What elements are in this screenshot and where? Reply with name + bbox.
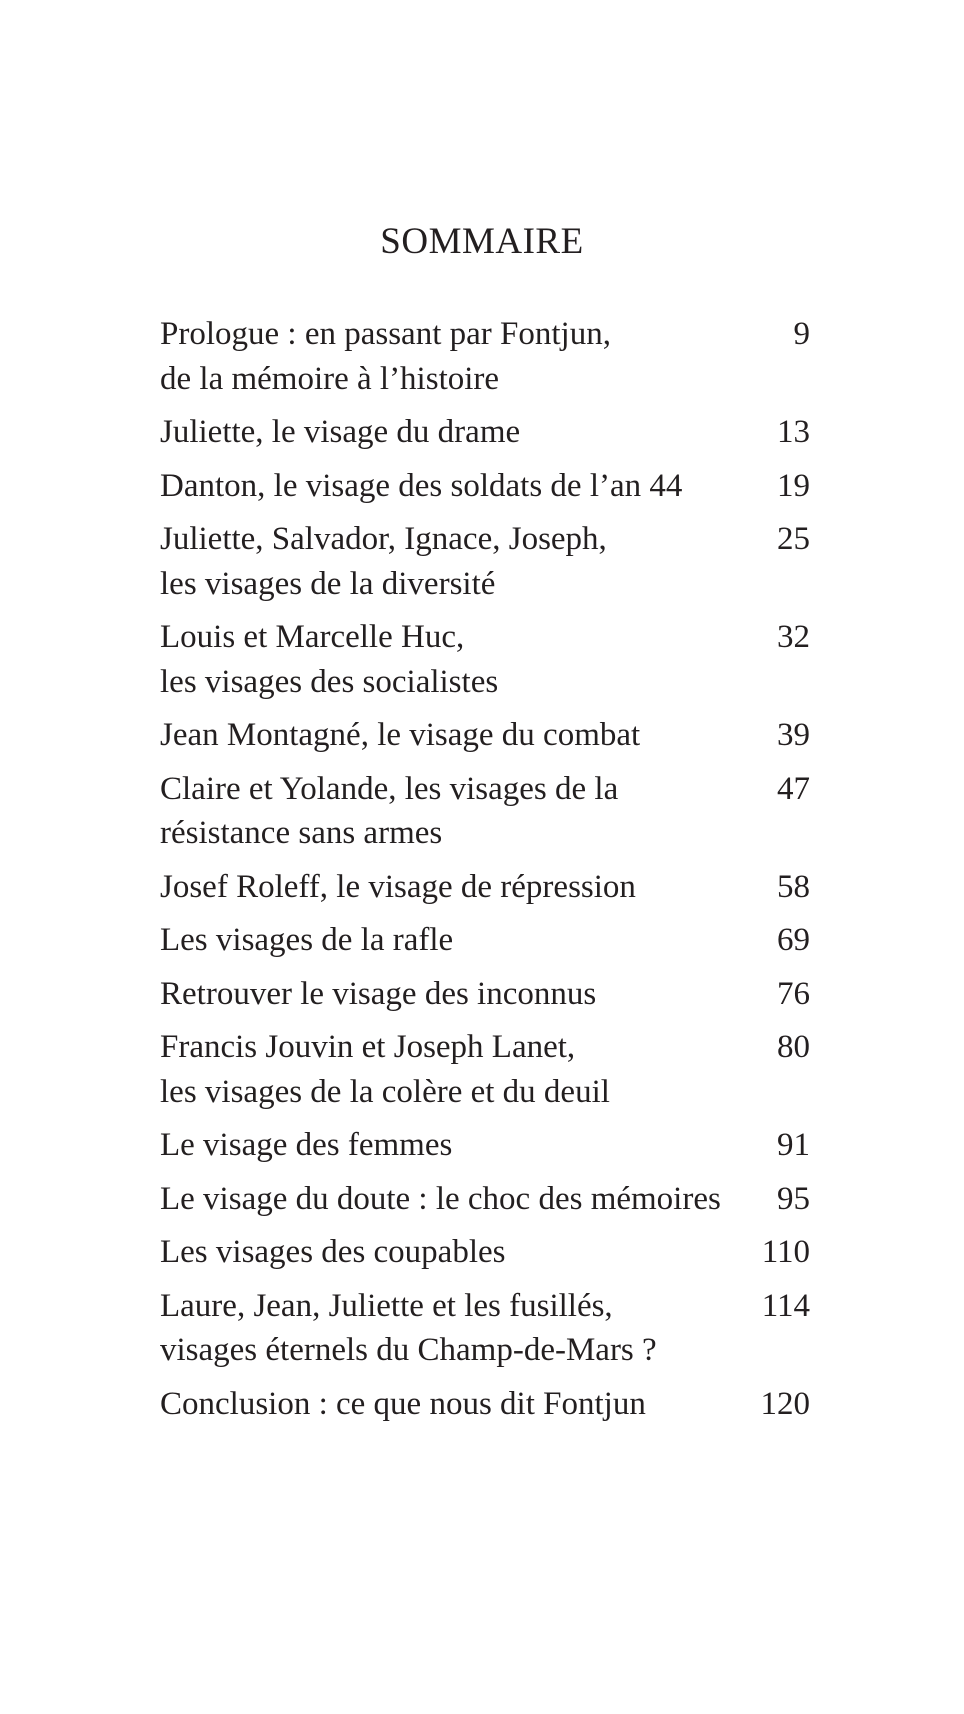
toc-entry-title-line: Jean Montagné, le visage du combat <box>160 717 641 753</box>
toc-entry-page-number: 114 <box>761 1287 810 1324</box>
toc-entry-title <box>160 972 777 1017</box>
toc-entry-title-line: résistance sans armes <box>160 815 443 851</box>
toc-entry-title-line: Juliette, le visage du drame <box>160 414 521 450</box>
toc-entry-title-line: Prologue : en passant par Fontjun, <box>160 316 611 352</box>
toc-entry-title <box>160 918 777 963</box>
toc-entry-title-line: Retrouver le visage des inconnus <box>160 975 597 1012</box>
toc-entry <box>160 918 810 963</box>
toc-entry-page-number: 19 <box>777 467 810 504</box>
toc-entry-page-number: 9 <box>793 316 810 352</box>
toc-entry-title <box>160 517 777 606</box>
toc-entry-page-number: 91 <box>777 1127 810 1163</box>
toc-entry-title-line: Danton, le visage des soldats de l’an 44 <box>160 467 683 504</box>
toc-entry <box>160 767 810 856</box>
toc-entry-title-line: Juliette, Salvador, Ignace, Joseph, <box>160 521 607 557</box>
toc-entry-title <box>160 1025 777 1114</box>
toc-entry-title-line: Le visage du doute : le choc des mémoires <box>160 1180 721 1217</box>
toc-entry-title-line: Conclusion : ce que nous dit Fontjun <box>160 1385 646 1422</box>
toc-entry-page-number: 47 <box>777 770 810 807</box>
toc-entry <box>160 713 810 758</box>
toc-entry <box>160 1284 810 1373</box>
toc-entry <box>160 1230 810 1275</box>
toc-entry <box>160 312 810 401</box>
toc-entry <box>160 615 810 704</box>
table-of-contents <box>160 312 810 1435</box>
toc-entry <box>160 1382 810 1427</box>
toc-entry-page-number: 69 <box>777 922 810 958</box>
toc-entry-page-number: 76 <box>777 975 810 1012</box>
toc-entry-title <box>160 464 777 509</box>
toc-entry-title-line: Claire et Yolande, les visages de la <box>160 770 619 807</box>
toc-entry-title-line: les visages des socialistes <box>160 663 499 700</box>
toc-entry-title <box>160 615 777 704</box>
toc-entry-title <box>160 410 777 455</box>
toc-entry-page-number: 120 <box>760 1385 810 1422</box>
toc-entry-page-number: 25 <box>777 521 810 557</box>
toc-entry-title <box>160 767 777 856</box>
toc-entry-title-line: de la mémoire à l’histoire <box>160 360 500 397</box>
toc-entry-page-number: 110 <box>761 1234 810 1270</box>
toc-entry-title-line: les visages de la colère et du deuil <box>160 1073 610 1110</box>
toc-entry <box>160 972 810 1017</box>
toc-entry-title <box>160 713 777 758</box>
toc-entry-title-line: Josef Roleff, le visage de répression <box>160 868 636 905</box>
toc-entry-title-line: les visages de la diversité <box>160 565 496 602</box>
toc-entry <box>160 1025 810 1114</box>
toc-entry-page-number: 39 <box>777 717 810 753</box>
toc-entry <box>160 464 810 509</box>
toc-entry-title-line: visages éternels du Champ-de-Mars ? <box>160 1332 657 1368</box>
toc-entry-title-line: Les visages de la rafle <box>160 922 454 958</box>
toc-entry-title-line: Laure, Jean, Juliette et les fusillés, <box>160 1287 613 1324</box>
toc-entry <box>160 865 810 910</box>
toc-entry-title <box>160 865 777 910</box>
toc-entry-title <box>160 1230 762 1275</box>
toc-entry <box>160 1177 810 1222</box>
toc-entry-page-number: 13 <box>777 414 810 450</box>
page-title: SOMMAIRE <box>380 221 584 262</box>
toc-entry-title <box>160 1382 761 1427</box>
toc-entry-page-number: 95 <box>777 1180 810 1217</box>
toc-entry-title-line: Les visages des coupables <box>160 1234 506 1270</box>
toc-entry <box>160 1123 810 1168</box>
toc-entry-title <box>160 1177 777 1222</box>
toc-entry-title <box>160 312 794 401</box>
toc-entry <box>160 517 810 606</box>
toc-entry <box>160 410 810 455</box>
toc-entry-page-number: 80 <box>777 1029 810 1065</box>
toc-entry-title-line: Le visage des femmes <box>160 1127 453 1163</box>
toc-entry-title-line: Louis et Marcelle Huc, <box>160 619 465 655</box>
toc-entry-title <box>160 1123 777 1168</box>
toc-entry-page-number: 32 <box>777 619 810 655</box>
toc-entry-title-line: Francis Jouvin et Joseph Lanet, <box>160 1029 576 1065</box>
toc-entry-page-number: 58 <box>777 868 810 905</box>
toc-entry-title <box>160 1284 762 1373</box>
